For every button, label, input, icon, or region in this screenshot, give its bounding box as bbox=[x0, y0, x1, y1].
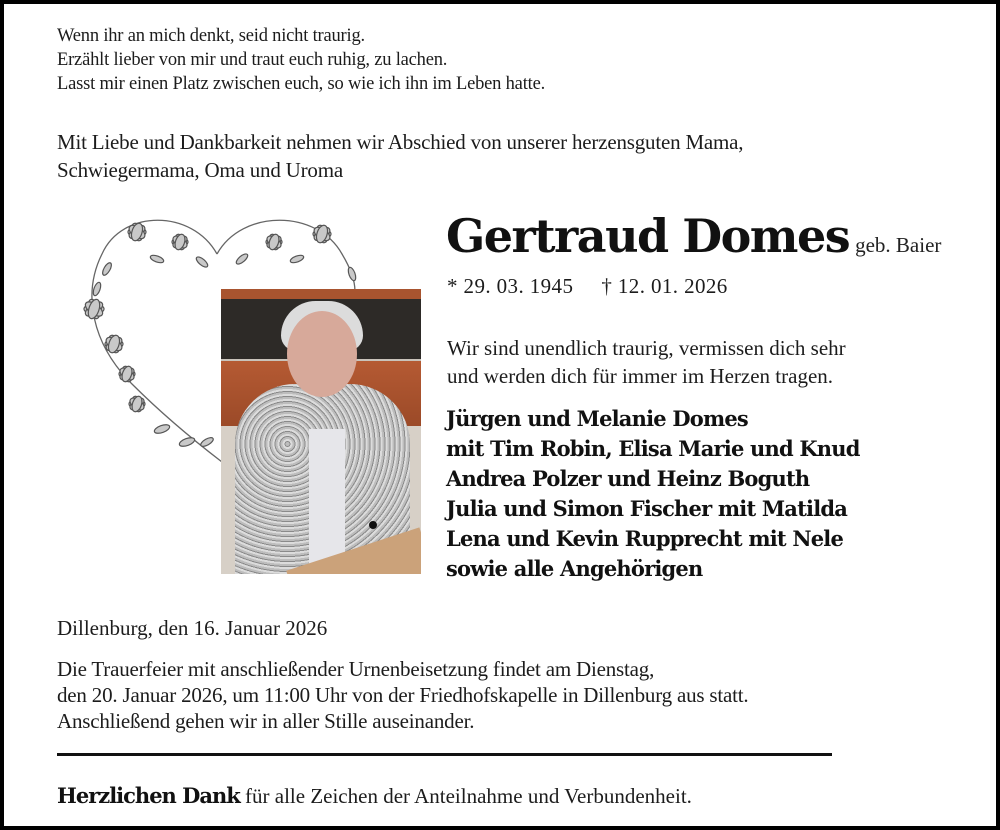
intro-line: Schwiegermama, Oma und Uroma bbox=[57, 158, 343, 182]
family-line: Lena und Kevin Rupprecht mit Nele bbox=[446, 526, 844, 551]
photo-face bbox=[287, 311, 357, 397]
intro-text bbox=[57, 128, 743, 184]
mourning-line: und werden dich für immer im Herzen tragen. bbox=[447, 364, 834, 388]
death-date: † 12. 01. 2026 bbox=[601, 274, 728, 298]
photo-button bbox=[369, 521, 377, 529]
family-line: mit Tim Robin, Elisa Marie und Knud bbox=[446, 436, 860, 461]
mourning-text bbox=[447, 334, 846, 390]
thanks-rest: für alle Zeichen der Anteilnahme und Verbundenheit. bbox=[239, 784, 692, 808]
poem bbox=[57, 24, 545, 96]
birth-date: * 29. 03. 1945 bbox=[447, 274, 574, 298]
service-line: den 20. Januar 2026, um 11:00 Uhr von der Friedhofskapelle in Dillenburg aus statt. bbox=[57, 683, 749, 707]
poem-line: Wenn ihr an mich denkt, seid nicht traurig. bbox=[57, 26, 365, 46]
service-line: Die Trauerfeier mit anschließender Urnenbeisetzung findet am Dienstag, bbox=[57, 657, 655, 681]
family-line: Andrea Polzer und Heinz Boguth bbox=[446, 466, 810, 491]
family-list bbox=[446, 404, 860, 584]
life-dates bbox=[447, 274, 728, 299]
maiden-name: geb. Baier bbox=[855, 233, 942, 257]
obituary-notice bbox=[4, 4, 996, 826]
service-line: Anschließend gehen wir in aller Stille auseinander. bbox=[57, 709, 475, 733]
service-info bbox=[57, 656, 748, 734]
family-line: sowie alle Angehörigen bbox=[446, 556, 703, 581]
divider bbox=[57, 753, 832, 756]
photo-shelf bbox=[221, 289, 421, 299]
deceased-name-block bbox=[446, 208, 941, 273]
poem-line: Erzählt lieber von mir und traut euch ruhig, zu lachen. bbox=[57, 50, 448, 70]
mourning-line: Wir sind unendlich traurig, vermissen dich sehr bbox=[447, 336, 846, 360]
place-date: Dillenburg, den 16. Januar 2026 bbox=[57, 616, 328, 640]
poem-line: Lasst mir einen Platz zwischen euch, so wie ich ihn im Leben hatte. bbox=[57, 74, 546, 94]
thanks-bold: Herzlichen Dank bbox=[57, 783, 240, 808]
intro-line: Mit Liebe und Dankbarkeit nehmen wir Abschied von unserer herzensguten Mama, bbox=[57, 130, 744, 154]
thanks-line bbox=[57, 783, 692, 809]
portrait-photo bbox=[221, 289, 421, 574]
family-line: Jürgen und Melanie Domes bbox=[446, 406, 748, 431]
family-line: Julia und Simon Fischer mit Matilda bbox=[446, 496, 848, 521]
deceased-name: Gertraud Domes bbox=[446, 209, 850, 263]
